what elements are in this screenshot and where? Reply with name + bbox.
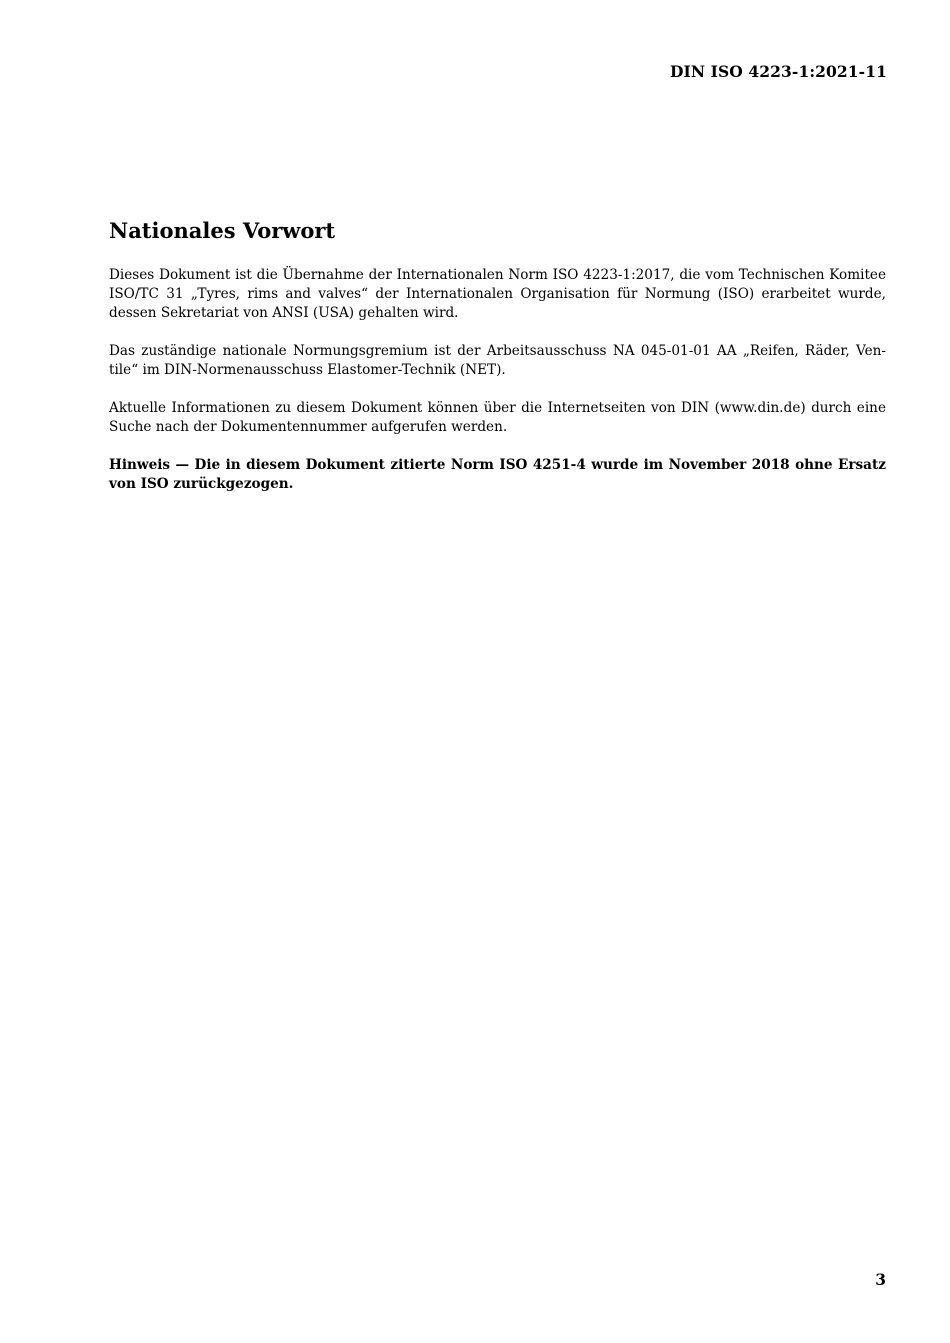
document-id: DIN ISO 4223-1:2021-11 xyxy=(669,62,887,81)
page-number: 3 xyxy=(875,1270,886,1289)
paragraph-committee: Das zuständige nationale Normungsgremium ist der Arbeitsausschuss NA 045-01-01 AA „Reifen, Räder, Ventile“ im DIN-Normenausschuss Elastomer-Technik (NET). xyxy=(109,343,886,378)
national-foreword-section xyxy=(109,217,886,513)
paragraph-adoption: Dieses Dokument ist die Übernahme der Internationalen Norm ISO 4223-1:2017, die vom Technischen Komitee ISO/TC 31 „Tyres, rims and valves“ der Internationalen Organisation für Normung (ISO) erarbeitet wurde, dessen Sekretariat von ANSI (USA) gehalten wird. xyxy=(109,267,886,321)
withdrawal-note: Hinweis — Die in diesem Dokument zitierte Norm ISO 4251-4 wurde im November 2018 ohne Ersatz von ISO zurückgezogen. xyxy=(109,457,886,492)
section-title: Nationales Vorwort xyxy=(109,218,336,243)
paragraph-information: Aktuelle Informationen zu diesem Dokument können über die Internetseiten von DIN (www.din.de) durch eine Suche nach der Dokumentennummer aufgerufen werden. xyxy=(109,400,886,435)
